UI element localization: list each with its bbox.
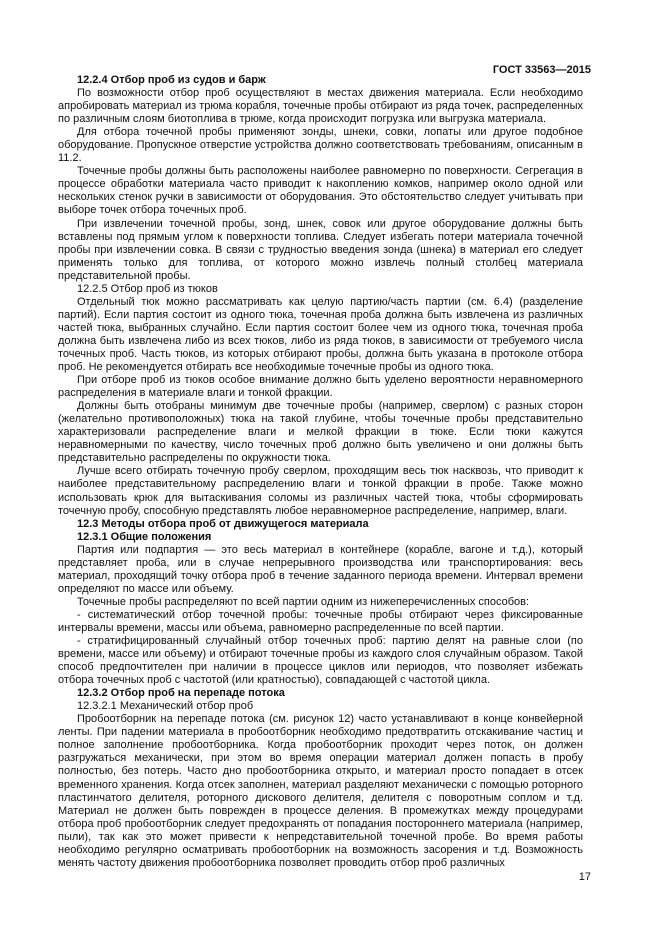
heading-12-3: 12.3 Методы отбора проб от движущегося материала [77, 517, 369, 530]
document-body [58, 74, 583, 870]
heading-12-3-2: 12.3.2 Отбор проб на перепаде потока [77, 687, 285, 700]
paragraph: Отдельный тюк можно рассматривать как целую партию/часть партии (см. 6.4) (разделение партий). Если партия состоит из одного тюка, точечная проба должна быть извлечена из различных частей тюка, выбранных случайно. Если партия состоит более чем из одного тюка, точечная проба должна быть извлечена либо из всех тюков, либо из ряда тюков, в зависимости от требуемого числа точечных проб. Часть тюков, из которых отбирают пробы, должна быть указана в протоколе отбора проб. Не рекомендуется отбирать все необходимые точечные пробы из одного тюка. [58, 295, 583, 374]
list-item: - систематический отбор точечной пробы: точечные пробы отбирают через фиксированные интервалы времени, массы или объема, равномерно распределенные по всей партии. [58, 608, 583, 634]
paragraph: При извлечении точечной пробы, зонд, шнек, совок или другое оборудование должны быть вставлены под прямым углом к поверхности топлива. Следует избегать потери материала точечной пробы при извлечении совка. В связи с трудностью введения зонда (шнека) в материал его следует применять только для топлива, от которого можно извлечь полный столбец материала представительной пробы. [58, 217, 583, 282]
heading-12-3-1: 12.3.1 Общие положения [77, 530, 212, 543]
paragraph: Пробоотборник на перепаде потока (см. рисунок 12) часто устанавливают в конце конвейерной ленты. При падении материала в пробоотборник необходимо предотвратить отскакивание частиц и полное заполнение пробоотборника. Когда пробоотборник проходит через поток, он должен разгружаться механически, при этом во время операции материал должен попасть в пробу полностью, без потерь. Часто дно пробоотборника открыто, и материал просто попадает в отсек временного хранения. Когда отсек заполнен, материал разделяют механически с помощью роторного пластинчатого делителя, роторного дискового делителя, делителя с поворотным соплом и т.д. Материал не должен быть поврежден в процессе деления. В промежутках между процедурами отбора проб пробоотборник следует предохранять от попадания постороннего материала (например, пыли), так как это может привести к непредставительной точечной пробе. Во время работы необходимо регулярно осматривать пробоотборник на возможность засорения и т.д. Возможность менять частоту движения пробоотборника позволяет проводить отбор проб различных [58, 713, 583, 869]
document-code: ГОСТ 33563—2015 [492, 64, 591, 76]
heading-12-2-4: 12.2.4 Отбор проб из судов и барж [77, 74, 266, 86]
list-item: - стратифицированный случайный отбор точечных проб: партию делят на равные слои (по времени, массе или объему) и отбирают точечные пробы из каждого слоя случайным образом. Такой способ предпочтителен при наличии в процессе циклов или периодов, что позволяет избежать отбора точечных проб с частотой (или кратностью), совпадающей с частотой цикла. [58, 635, 583, 687]
paragraph: Для отбора точечной пробы применяют зонды, шнеки, совки, лопаты или другое подобное оборудование. Пропускное отверстие устройства должно соответствовать требованиям, описанным в 11.2. [58, 126, 583, 165]
paragraph: Лучше всего отбирать точечную пробу сверлом, проходящим весь тюк насквозь, что приводит к наиболее представительному распределению влаги и тонкой фракции в пробе. Также можно использовать крюк для вытаскивания соломы из различных частей тюка, чтобы сформировать точечную пробу, способную представлять любое неравномерное распределение, например, влаги. [58, 465, 583, 517]
heading-12-2-5: 12.2.5 Отбор проб из тюков [77, 282, 218, 295]
paragraph: Точечные пробы должны быть расположены наиболее равномерно по поверхности. Сегрегация в процессе обработки материала часто приводит к накоплению комков, например около одной или нескольких стенок ручки в зависимости от оборудования. Это обстоятельство следует учитывать при выборе точек отбора точечных проб. [58, 165, 583, 217]
heading-12-3-2-1: 12.3.2.1 Механический отбор проб [77, 700, 254, 713]
page-number: 17 [578, 871, 591, 883]
paragraph: При отборе проб из тюков особое внимание должно быть уделено вероятности неравномерного распределения в материале влаги и тонкой фракции. [58, 374, 583, 400]
paragraph: По возможности отбор проб осуществляют в местах движения материала. Если необходимо апробировать материал из трюма корабля, точечные пробы отбирают из ряда точек, распределенных по различным слоям биотоплива в трюме, когда происходит погрузка или выгрузка материала. [58, 87, 583, 126]
paragraph: Партия или подпартия — это весь материал в контейнере (корабле, вагоне и т.д.), который представляет проба, или в случае непрерывного производства или транспортирования: весь материал, проходящий точку отбора проб в течение заданного периода времени. Интервал времени определяют по массе или объему. [58, 543, 583, 595]
paragraph: Должны быть отобраны минимум две точечные пробы (например, сверлом) с разных сторон (желательно противоположных) тюка на такой глубине, чтобы точечные пробы представительно характеризовали распределение влаги и мелкой фракции в тюке. Если тюки кажутся неравномерными по качеству, число точечных проб должно быть увеличено и они должны быть представительно распределены по окружности тюка. [58, 400, 583, 465]
paragraph: Точечные пробы распределяют по всей партии одним из нижеперечисленных способов: [77, 595, 530, 608]
